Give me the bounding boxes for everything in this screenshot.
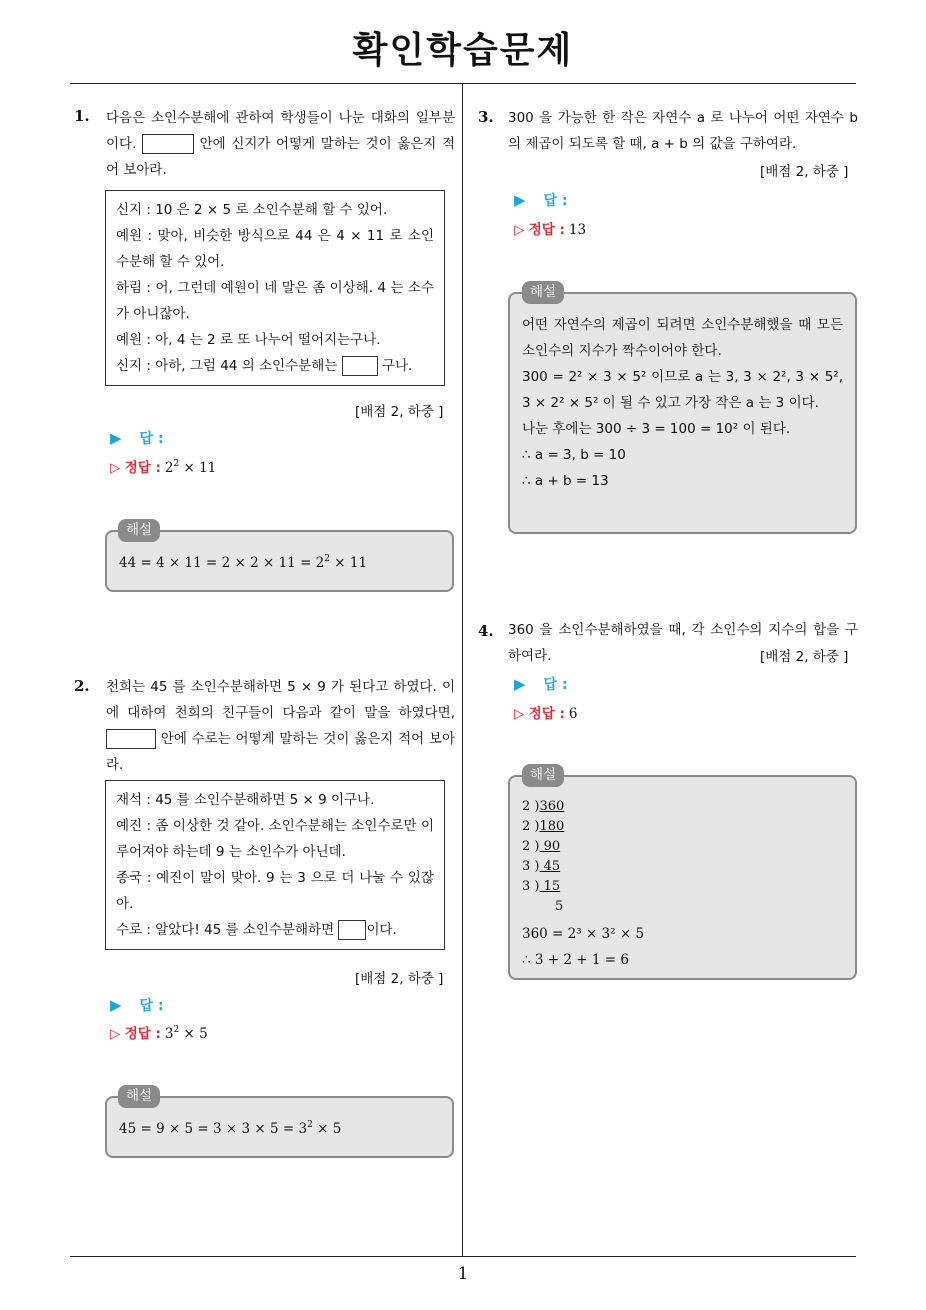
play-triangle-icon: ▶ [514,191,526,209]
question-2-explanation: $45 = 9 \times 5 = 3 \times 3 \times 5 = 3^2 \times 5$ [105,1096,454,1158]
division-row: 2 ) 90 [522,839,561,854]
question-4-correct: ▷ 정답 : 6 [514,706,578,722]
footer-rule [70,1256,856,1257]
question-4-number: 4. [478,622,494,640]
question-1-number: 1. [74,107,90,125]
division-row: 3 ) 45 [522,859,561,874]
question-1-dialogue: 신지 : 10 은 2 × 5 로 소인수분해 할 수 있어. 예원 : 맞아, 비슷한 방식으로 44 은 4 × 11 로 소인수분해 할 수 있어. 하림 : 어, 그런데 예원이 네 말은 좀 이상해. 4 는 소수가 아니잖아. 예원 : 아, 4 는 2 로 또 나누어 떨어지는구나. 신지 : 아하, 그럼 44 의 소인수분해는 구나. [105,190,445,386]
question-3-correct: ▷ 정답 : 13 [514,222,587,238]
question-3-text: 300 을 가능한 한 작은 자연수 a 로 나누어 어떤 자연수 b 의 제곱이 되도록 할 때, a + b 의 값을 구하여라. [508,110,858,152]
question-1-text: 다음은 소인수분해에 관하여 학생들이 나눈 대화의 일부분이다. 안에 신지가 어떻게 말하는 것이 옳은지 적어 보아라. [106,110,456,178]
question-3-answer-label: ▶ 답 : [514,191,568,209]
explanation-tag: 해설 [118,1085,160,1108]
question-1-correct: ▷ 정답 : $2^2 \times 11$ [110,459,217,476]
answer-blank [338,920,366,940]
column-divider [462,83,463,1256]
question-2-correct: ▷ 정답 : $3^2 \times 5$ [110,1025,208,1042]
question-2-dialogue: 재석 : 45 를 소인수분해하면 5 × 9 이구나. 예진 : 좀 이상한 것 같아. 소인수분해는 소인수로만 이루어져야 하는데 9 는 소인수가 아닌데. 종국 : 예진이 말이 맞아. 9 는 3 으로 더 나눌 수 있잖아. 수로 : 알았다! 45 를 소인수분해하면 이다. [105,780,445,950]
outline-triangle-icon: ▷ [110,1026,121,1042]
play-triangle-icon: ▶ [514,675,526,693]
factorization-result: 360 = 2³ × 3² × 5 [522,926,645,942]
question-2-answer-label: ▶ 답 : [110,996,164,1014]
question-4-answer-label: ▶ 답 : [514,675,568,693]
question-3-explanation: 어떤 자연수의 제곱이 되려면 소인수분해했을 때 모든 소인수의 지수가 짝수이어야 한다. 300 = 2² × 3 × 5² 이므로 a 는 3, 3 × 2², 3 × 5², 3 × 2² × 5² 이 될 수 있고 가장 작은 a 는 3 이다. 나눈 후에는 300 ÷ 3 = 100 = 10² 이 된다. ∴ a = 3, b = 10 ∴ a + b = 13 [508,292,857,534]
division-quotient: 5 [555,899,564,914]
division-row: 2 )360 [522,799,565,814]
question-1-meta: [배점 2, 하중 ] [355,404,444,420]
exponent-sum: ∴ 3 + 2 + 1 = 6 [522,952,629,968]
question-3-meta: [배점 2, 하중 ] [760,164,849,180]
question-2-number: 2. [74,677,90,695]
question-4-explanation [508,775,857,980]
outline-triangle-icon: ▷ [110,460,121,476]
division-row: 3 ) 15 [522,879,561,894]
question-4-meta: [배점 2, 하중 ] [760,649,849,665]
explanation-tag: 해설 [522,764,564,787]
explanation-tag: 해설 [118,519,160,542]
question-2-text: 천희는 45 를 소인수분해하면 5 × 9 가 된다고 하였다. 이에 대하여 천희의 친구들이 다음과 같이 말을 하였다면, 안에 수로는 어떻게 말하는 것이 옳은지 적어 보아라. [106,679,456,773]
question-4-text: 360 을 소인수분해하였을 때, 각 소인수의 지수의 합을 구하여라. [508,622,858,664]
header-rule [70,83,856,84]
play-triangle-icon: ▶ [110,996,122,1014]
question-2-meta: [배점 2, 하중 ] [355,971,444,987]
question-3-number: 3. [478,108,494,126]
play-triangle-icon: ▶ [110,429,122,447]
explanation-tag: 해설 [522,281,564,304]
page-title: 확인학습문제 [352,30,574,71]
page-number: 1 [457,1264,469,1284]
outline-triangle-icon: ▷ [514,222,525,238]
division-row: 2 )180 [522,819,565,834]
question-1-explanation: $44 = 4 \times 11 = 2 \times 2 \times 11 = 2^2 \times 11$ [105,530,454,592]
question-1-answer-label: ▶ 답 : [110,429,164,447]
ladder-division [522,797,843,917]
answer-blank [106,729,156,749]
answer-blank [142,134,194,154]
answer-blank [342,356,378,376]
outline-triangle-icon: ▷ [514,706,525,722]
